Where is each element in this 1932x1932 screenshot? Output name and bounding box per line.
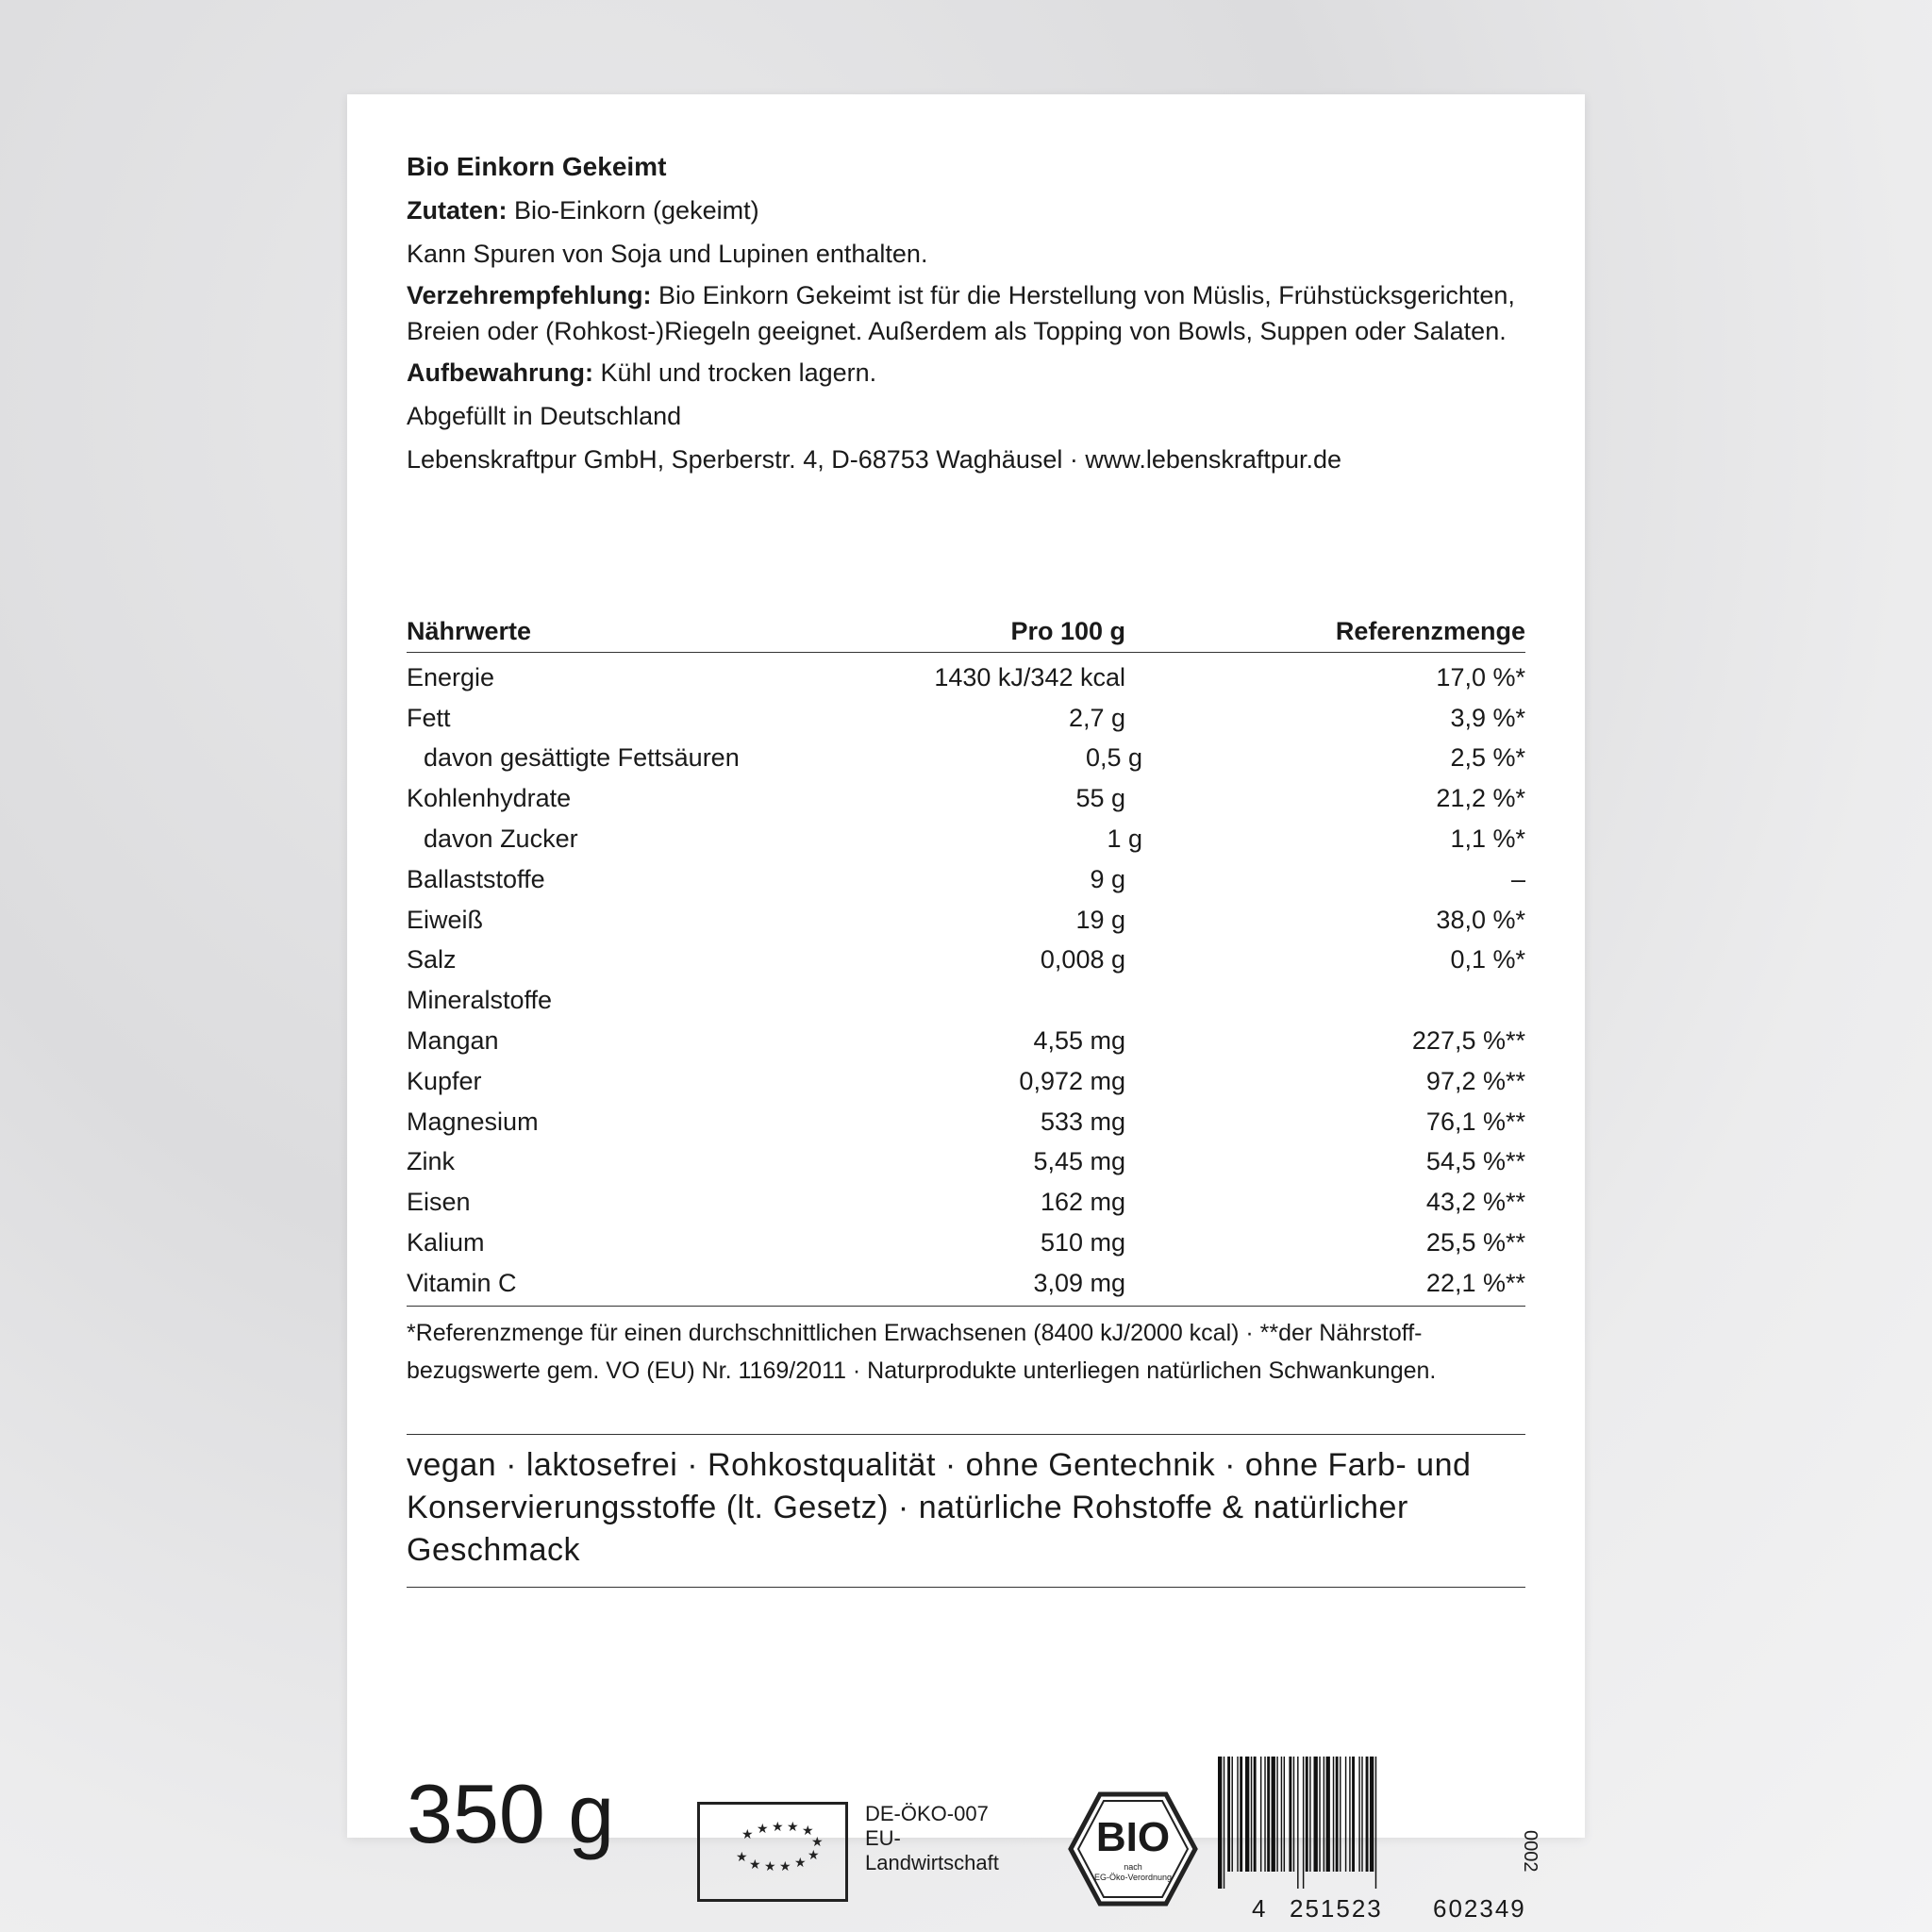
nutrient-name: Energie: [407, 662, 495, 691]
nutrition-row: [407, 1223, 1525, 1263]
manufacturer-line: Lebenskraftpur GmbH, Sperberstr. 4, D-68753 Waghäusel · www.lebenskraftpur.de: [407, 445, 1341, 474]
barcode-bar: [1345, 1757, 1346, 1872]
nutrient-name: Vitamin C: [407, 1268, 517, 1297]
barcode-bar: [1306, 1757, 1308, 1872]
svg-text:★: ★: [749, 1857, 761, 1873]
nutrient-name: Kupfer: [407, 1066, 482, 1095]
nutrient-reference: 21,2 %*: [1436, 784, 1525, 813]
net-weight: 350 g: [407, 1767, 615, 1860]
bio-seal-small-1: nach: [1124, 1862, 1142, 1872]
barcode-bar: [1297, 1757, 1298, 1889]
nutrient-value: 55 g: [1075, 784, 1125, 813]
nutrient-name: Eisen: [407, 1188, 471, 1217]
eco-control-code: [865, 1802, 999, 1875]
svg-text:★: ★: [764, 1859, 776, 1874]
svg-text:★: ★: [741, 1827, 754, 1842]
nutrient-name: Ballaststoffe: [407, 864, 545, 893]
nutrient-name: Kohlenhydrate: [407, 784, 572, 813]
header-nutrient: Nährwerte: [407, 617, 532, 645]
nutrition-row: [407, 1102, 1525, 1142]
bio-seal-logo: [1067, 1790, 1199, 1907]
nutrition-header: [407, 599, 1525, 653]
barcode-bar: [1333, 1757, 1334, 1872]
nutrient-value: 3,09 mg: [1033, 1268, 1125, 1297]
svg-text:★: ★: [811, 1835, 824, 1850]
nutrient-name: davon Zucker: [424, 824, 578, 854]
recommendation-value: Bio Einkorn Gekeimt ist für die Herstellung von Müslis, Frühstücksgerichten, Breien oder (Rohkost-)Riegeln geeignet. Außerdem als Topping von Bowls, Suppen oder Salaten.: [407, 281, 1515, 345]
header-per-100g: Pro 100 g: [1010, 617, 1125, 645]
barcode-bar: [1272, 1757, 1275, 1872]
recommendation-label: Verzehrempfehlung:: [407, 281, 652, 309]
nutrient-value: 510 mg: [1040, 1228, 1125, 1257]
nutrition-row: [407, 778, 1525, 819]
barcode-bar: [1284, 1757, 1285, 1872]
nutrient-name: Fett: [407, 703, 451, 732]
barcode-bar: [1264, 1757, 1265, 1872]
nutrition-row: [407, 859, 1525, 900]
nutrition-row: [407, 698, 1525, 739]
barcode-bar: [1314, 1757, 1318, 1872]
nutrient-value: 19 g: [1075, 905, 1125, 934]
svg-text:★: ★: [772, 1820, 784, 1835]
nutrient-value: 1 g: [1107, 824, 1142, 854]
nutrient-value: 0,008 g: [1040, 945, 1125, 974]
eu-organic-logo: [697, 1802, 848, 1902]
storage-value: Kühl und trocken lagern.: [592, 358, 877, 387]
nutrition-row: [407, 819, 1525, 859]
barcode-bar: [1326, 1757, 1330, 1872]
barcode-bar: [1254, 1757, 1257, 1872]
barcode-bar: [1303, 1757, 1304, 1889]
ingredients-line: [407, 191, 1525, 230]
barcode-bar: [1375, 1757, 1376, 1889]
nutrition-table: [407, 599, 1525, 1390]
barcode-side-code: 0002: [1520, 1830, 1541, 1873]
nutrition-row: [407, 980, 1525, 1021]
nutrition-footnote: *Referenzmenge für einen durchschnittlichen Erwachsenen (8400 kJ/2000 kcal) · **der Nährstoff-bezugswerte gem. VO (EU) Nr. 1169/2011 · Naturprodukte unterliegen natürlichen Schwankungen.: [407, 1319, 1437, 1384]
barcode-bar: [1251, 1757, 1252, 1872]
nutrient-value: 1430 kJ/342 kcal: [934, 662, 1125, 691]
nutrition-row: [407, 941, 1525, 981]
nutrient-reference: 2,5 %*: [1450, 743, 1525, 773]
barcode-bar: [1319, 1757, 1320, 1872]
svg-text:★: ★: [802, 1824, 814, 1839]
barcode-bar: [1340, 1757, 1341, 1872]
svg-text:★: ★: [779, 1859, 791, 1874]
nutrient-reference: 3,9 %*: [1450, 703, 1525, 732]
nutrition-row: [407, 1021, 1525, 1061]
barcode-bar: [1293, 1757, 1294, 1872]
barcode-bar: [1349, 1757, 1350, 1872]
nutrient-name: Magnesium: [407, 1107, 539, 1136]
nutrient-reference: 76,1 %**: [1425, 1107, 1525, 1136]
storage-label: Aufbewahrung:: [407, 358, 593, 387]
svg-text:★: ★: [736, 1850, 748, 1865]
nutrition-row: [407, 658, 1525, 698]
nutrition-row: [407, 1263, 1525, 1304]
svg-text:★: ★: [808, 1848, 820, 1863]
nutrient-value: 2,7 g: [1068, 703, 1125, 732]
ingredients-value: Bio-Einkorn (gekeimt): [507, 196, 759, 225]
nutrient-value: 9 g: [1090, 864, 1125, 893]
nutrient-reference: 0,1 %*: [1450, 945, 1525, 974]
barcode-bar: [1227, 1757, 1230, 1872]
barcode-image: [1216, 1757, 1529, 1889]
nutrient-name: Eiweiß: [407, 905, 484, 934]
storage-line: [407, 353, 1525, 392]
nutrient-name: Mineralstoffe: [407, 986, 553, 1015]
product-info: [407, 147, 1525, 479]
nutrition-row: [407, 1142, 1525, 1183]
barcode-bar: [1276, 1757, 1277, 1872]
barcode-bar: [1366, 1757, 1369, 1872]
nutrient-reference: 17,0 %*: [1436, 662, 1525, 691]
nutrition-row: [407, 900, 1525, 941]
nutrient-reference: 22,1 %**: [1425, 1268, 1525, 1297]
eco-line-eu: EU-: [865, 1826, 901, 1850]
nutrition-rows: [407, 653, 1525, 1307]
barcode-bar: [1218, 1757, 1222, 1889]
barcode-bar: [1352, 1757, 1355, 1872]
barcode-bar: [1260, 1757, 1261, 1872]
allergen-note: Kann Spuren von Soja und Lupinen enthalten.: [407, 240, 928, 268]
header-reference: Referenzmenge: [1335, 617, 1525, 645]
eco-line-agriculture: Landwirtschaft: [865, 1851, 999, 1874]
nutrition-row: [407, 739, 1525, 779]
nutrient-reference: 38,0 %*: [1436, 905, 1525, 934]
nutrient-value: 162 mg: [1040, 1188, 1125, 1217]
origin-line: Abgefüllt in Deutschland: [407, 402, 682, 430]
barcode-digits-left: 251523: [1290, 1894, 1383, 1923]
eco-code: DE-ÖKO-007: [865, 1802, 989, 1825]
barcode-bar: [1358, 1757, 1359, 1872]
nutrient-name: Kalium: [407, 1228, 485, 1257]
nutrient-reference: 1,1 %*: [1450, 824, 1525, 854]
barcode-bar: [1370, 1757, 1374, 1872]
nutrient-reference: 54,5 %**: [1425, 1147, 1525, 1176]
nutrient-name: Mangan: [407, 1026, 499, 1056]
barcode-bar: [1336, 1757, 1339, 1872]
bio-seal-small-2: EG-Öko-Verordnung: [1093, 1873, 1173, 1882]
svg-text:★: ★: [757, 1822, 769, 1837]
nutrient-value: 4,55 mg: [1033, 1026, 1125, 1056]
barcode-bar: [1245, 1757, 1249, 1872]
label-footer: [407, 1698, 1541, 1923]
barcode-bar: [1240, 1757, 1242, 1872]
barcode-bar: [1267, 1757, 1270, 1872]
nutrient-name: davon gesättigte Fettsäuren: [424, 743, 740, 773]
nutrition-row: [407, 1061, 1525, 1102]
product-title: Bio Einkorn Gekeimt: [407, 152, 667, 181]
barcode-bar: [1281, 1757, 1282, 1872]
nutrient-reference: 43,2 %**: [1425, 1188, 1525, 1217]
bio-seal-text: BIO: [1095, 1814, 1171, 1860]
nutrient-value: 0,972 mg: [1019, 1066, 1125, 1095]
barcode-bar: [1361, 1757, 1362, 1872]
nutrient-reference: 97,2 %**: [1425, 1066, 1525, 1095]
recommendation-line: [407, 277, 1525, 349]
nutrient-value: 533 mg: [1040, 1107, 1125, 1136]
nutrition-row: [407, 1182, 1525, 1223]
barcode-digit-first: 4: [1252, 1894, 1266, 1923]
nutrient-value: 5,45 mg: [1033, 1147, 1125, 1176]
barcode-bar: [1289, 1757, 1291, 1872]
eu-leaf-stars-icon: [700, 1805, 845, 1899]
barcode-bar: [1237, 1757, 1238, 1872]
label-card: [347, 94, 1585, 1923]
barcode-bar: [1309, 1757, 1310, 1872]
nutrient-reference: 227,5 %**: [1411, 1026, 1525, 1056]
nutrient-value: 0,5 g: [1085, 743, 1142, 773]
ingredients-label: Zutaten:: [407, 196, 508, 225]
nutrient-name: Zink: [407, 1147, 456, 1176]
product-claims: vegan · laktosefrei · Rohkostqualität · ohne Gentechnik · ohne Farb- und Konservierungsstoffe (lt. Gesetz) · natürliche Rohstoffe & natürlicher Geschmack: [407, 1434, 1525, 1588]
nutrient-name: Salz: [407, 945, 457, 974]
nutrient-reference: –: [1510, 864, 1525, 893]
barcode-bar: [1232, 1757, 1233, 1872]
svg-text:★: ★: [787, 1820, 799, 1835]
svg-text:★: ★: [794, 1856, 807, 1871]
barcode-digits-right: 602349: [1433, 1894, 1526, 1923]
nutrient-reference: 25,5 %**: [1425, 1228, 1525, 1257]
